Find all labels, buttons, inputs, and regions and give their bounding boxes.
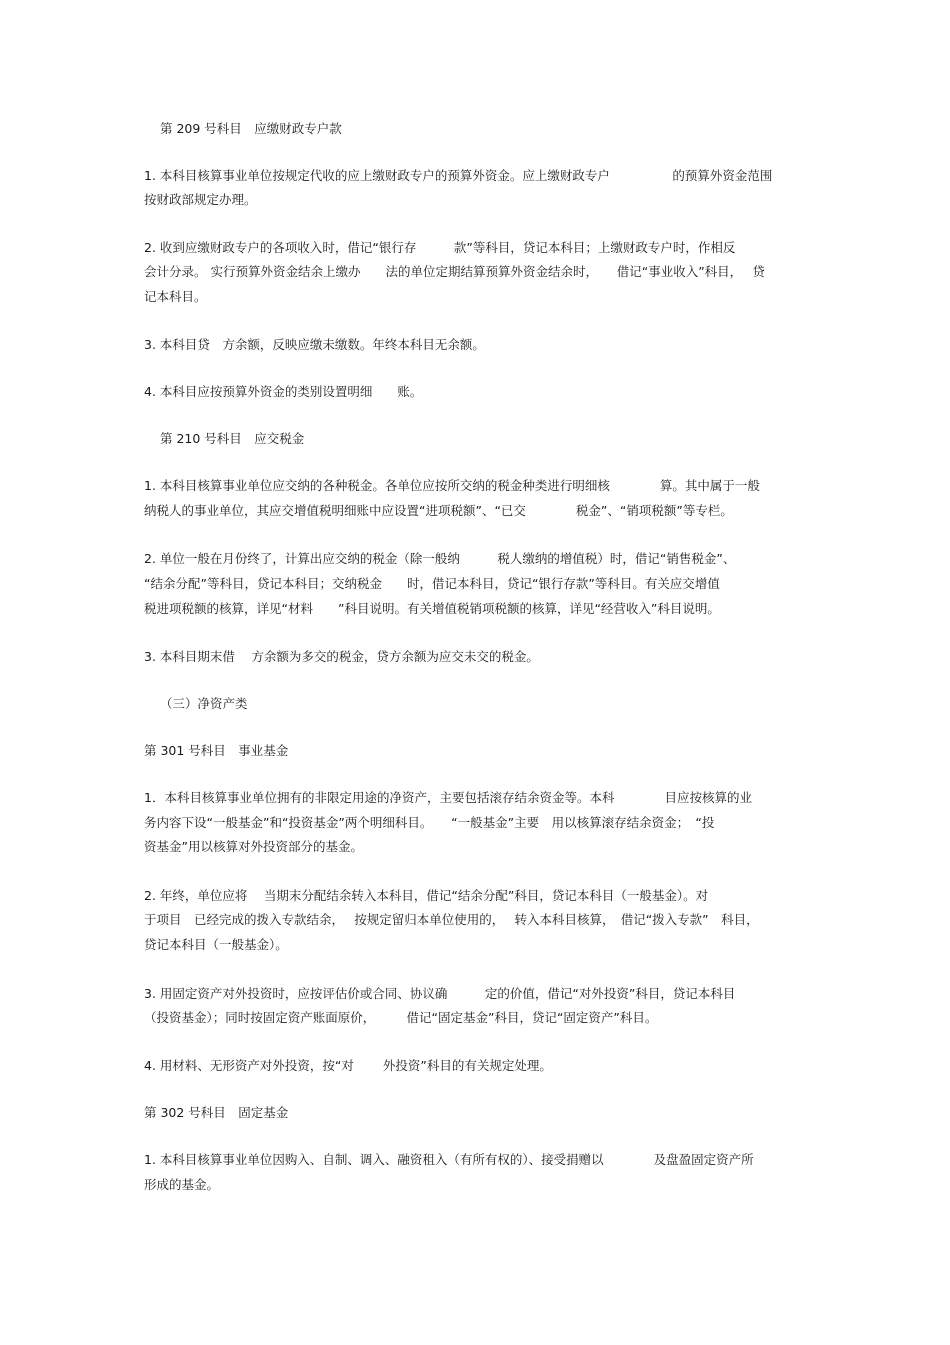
text-line: 贷记本科目（一般基金）。	[144, 937, 288, 952]
text-line: 1. 本科目核算事业单位应交纳的各种税金。各单位应按所交纳的税金种类进行明细核 算。其中属于一般	[144, 478, 760, 493]
text-line: 3. 本科目期末借 方余额为多交的税金，贷方余额为应交未交的税金。	[144, 649, 539, 664]
text-line: 1. 本科目核算事业单位因购入、自制、调入、融资租入（有所有权的）、接受捐赠以 及盘盈固定资产所	[144, 1152, 754, 1167]
text-line: 2. 单位一般在月份终了，计算出应交纳的税金（除一般纳 税人缴纳的增值税）时，借记“销售税金”、	[144, 551, 736, 566]
text-line: 按财政部规定办理。	[144, 192, 257, 207]
text-line: 记本科目。	[144, 289, 207, 304]
text-line: 会计分录。 实行预算外资金结余上缴办 法的单位定期结算预算外资金结余时， 借记“事业收入”科目， 贷	[144, 264, 765, 279]
text-line: 形成的基金。	[144, 1177, 220, 1192]
text-line: 第 302 号科目 固定基金	[144, 1105, 289, 1120]
text-line: （投资基金）；同时按固定资产账面原价， 借记“固定基金”科目，贷记“固定资产”科目。	[144, 1010, 658, 1025]
text-line: （三）净资产类	[160, 696, 248, 711]
text-line: 第 210 号科目 应交税金	[160, 431, 305, 446]
text-line: 务内容下设“一般基金”和“投资基金”两个明细科目。 “一般基金”主要 用以核算滚存结余资金； “投	[144, 815, 715, 830]
text-line: 1. 本科目核算事业单位按规定代收的应上缴财政专户的预算外资金。应上缴财政专户 的预算外资金范围	[144, 168, 773, 183]
text-line: 第 301 号科目 事业基金	[144, 743, 289, 758]
text-line: “结余分配”等科目，贷记本科目；交纳税金 时，借记本科目，贷记“银行存款”等科目。有关应交增值	[144, 576, 720, 591]
text-line: 2. 年终，单位应将 当期末分配结余转入本科目，借记“结余分配”科目，贷记本科目（一般基金）。对	[144, 888, 709, 903]
text-line: 于项目 已经完成的拨入专款结余， 按规定留归本单位使用的， 转入本科目核算， 借记“拨入专款” 科目，	[144, 912, 759, 927]
text-line: 税进项税额的核算，详见“材料 ”科目说明。有关增值税销项税额的核算，详见“经营收入”科目说明。	[144, 601, 720, 616]
text-line: 资基金”用以核算对外投资部分的基金。	[144, 839, 363, 854]
text-line: 4. 用材料、无形资产对外投资，按“对 外投资”科目的有关规定处理。	[144, 1058, 552, 1073]
text-line: 第 209 号科目 应缴财政专户款	[160, 121, 342, 136]
text-line: 3. 本科目贷 方余额，反映应缴未缴数。年终本科目无余额。	[144, 337, 485, 352]
text-line: 1．本科目核算事业单位拥有的非限定用途的净资产，主要包括滚存结余资金等。本科 目应按核算的业	[144, 790, 752, 805]
text-line: 纳税人的事业单位，其应交增值税明细账中应设置“进项税额”、“已交 税金”、“销项税额”等专栏。	[144, 503, 733, 518]
text-line: 2. 收到应缴财政专户的各项收入时，借记“银行存 款”等科目，贷记本科目；上缴财政专户时，作相反	[144, 240, 736, 255]
text-line: 4. 本科目应按预算外资金的类别设置明细 账。	[144, 384, 423, 399]
text-line: 3. 用固定资产对外投资时，应按评估价或合同、协议确 定的价值，借记“对外投资”科目，贷记本科目	[144, 986, 736, 1001]
